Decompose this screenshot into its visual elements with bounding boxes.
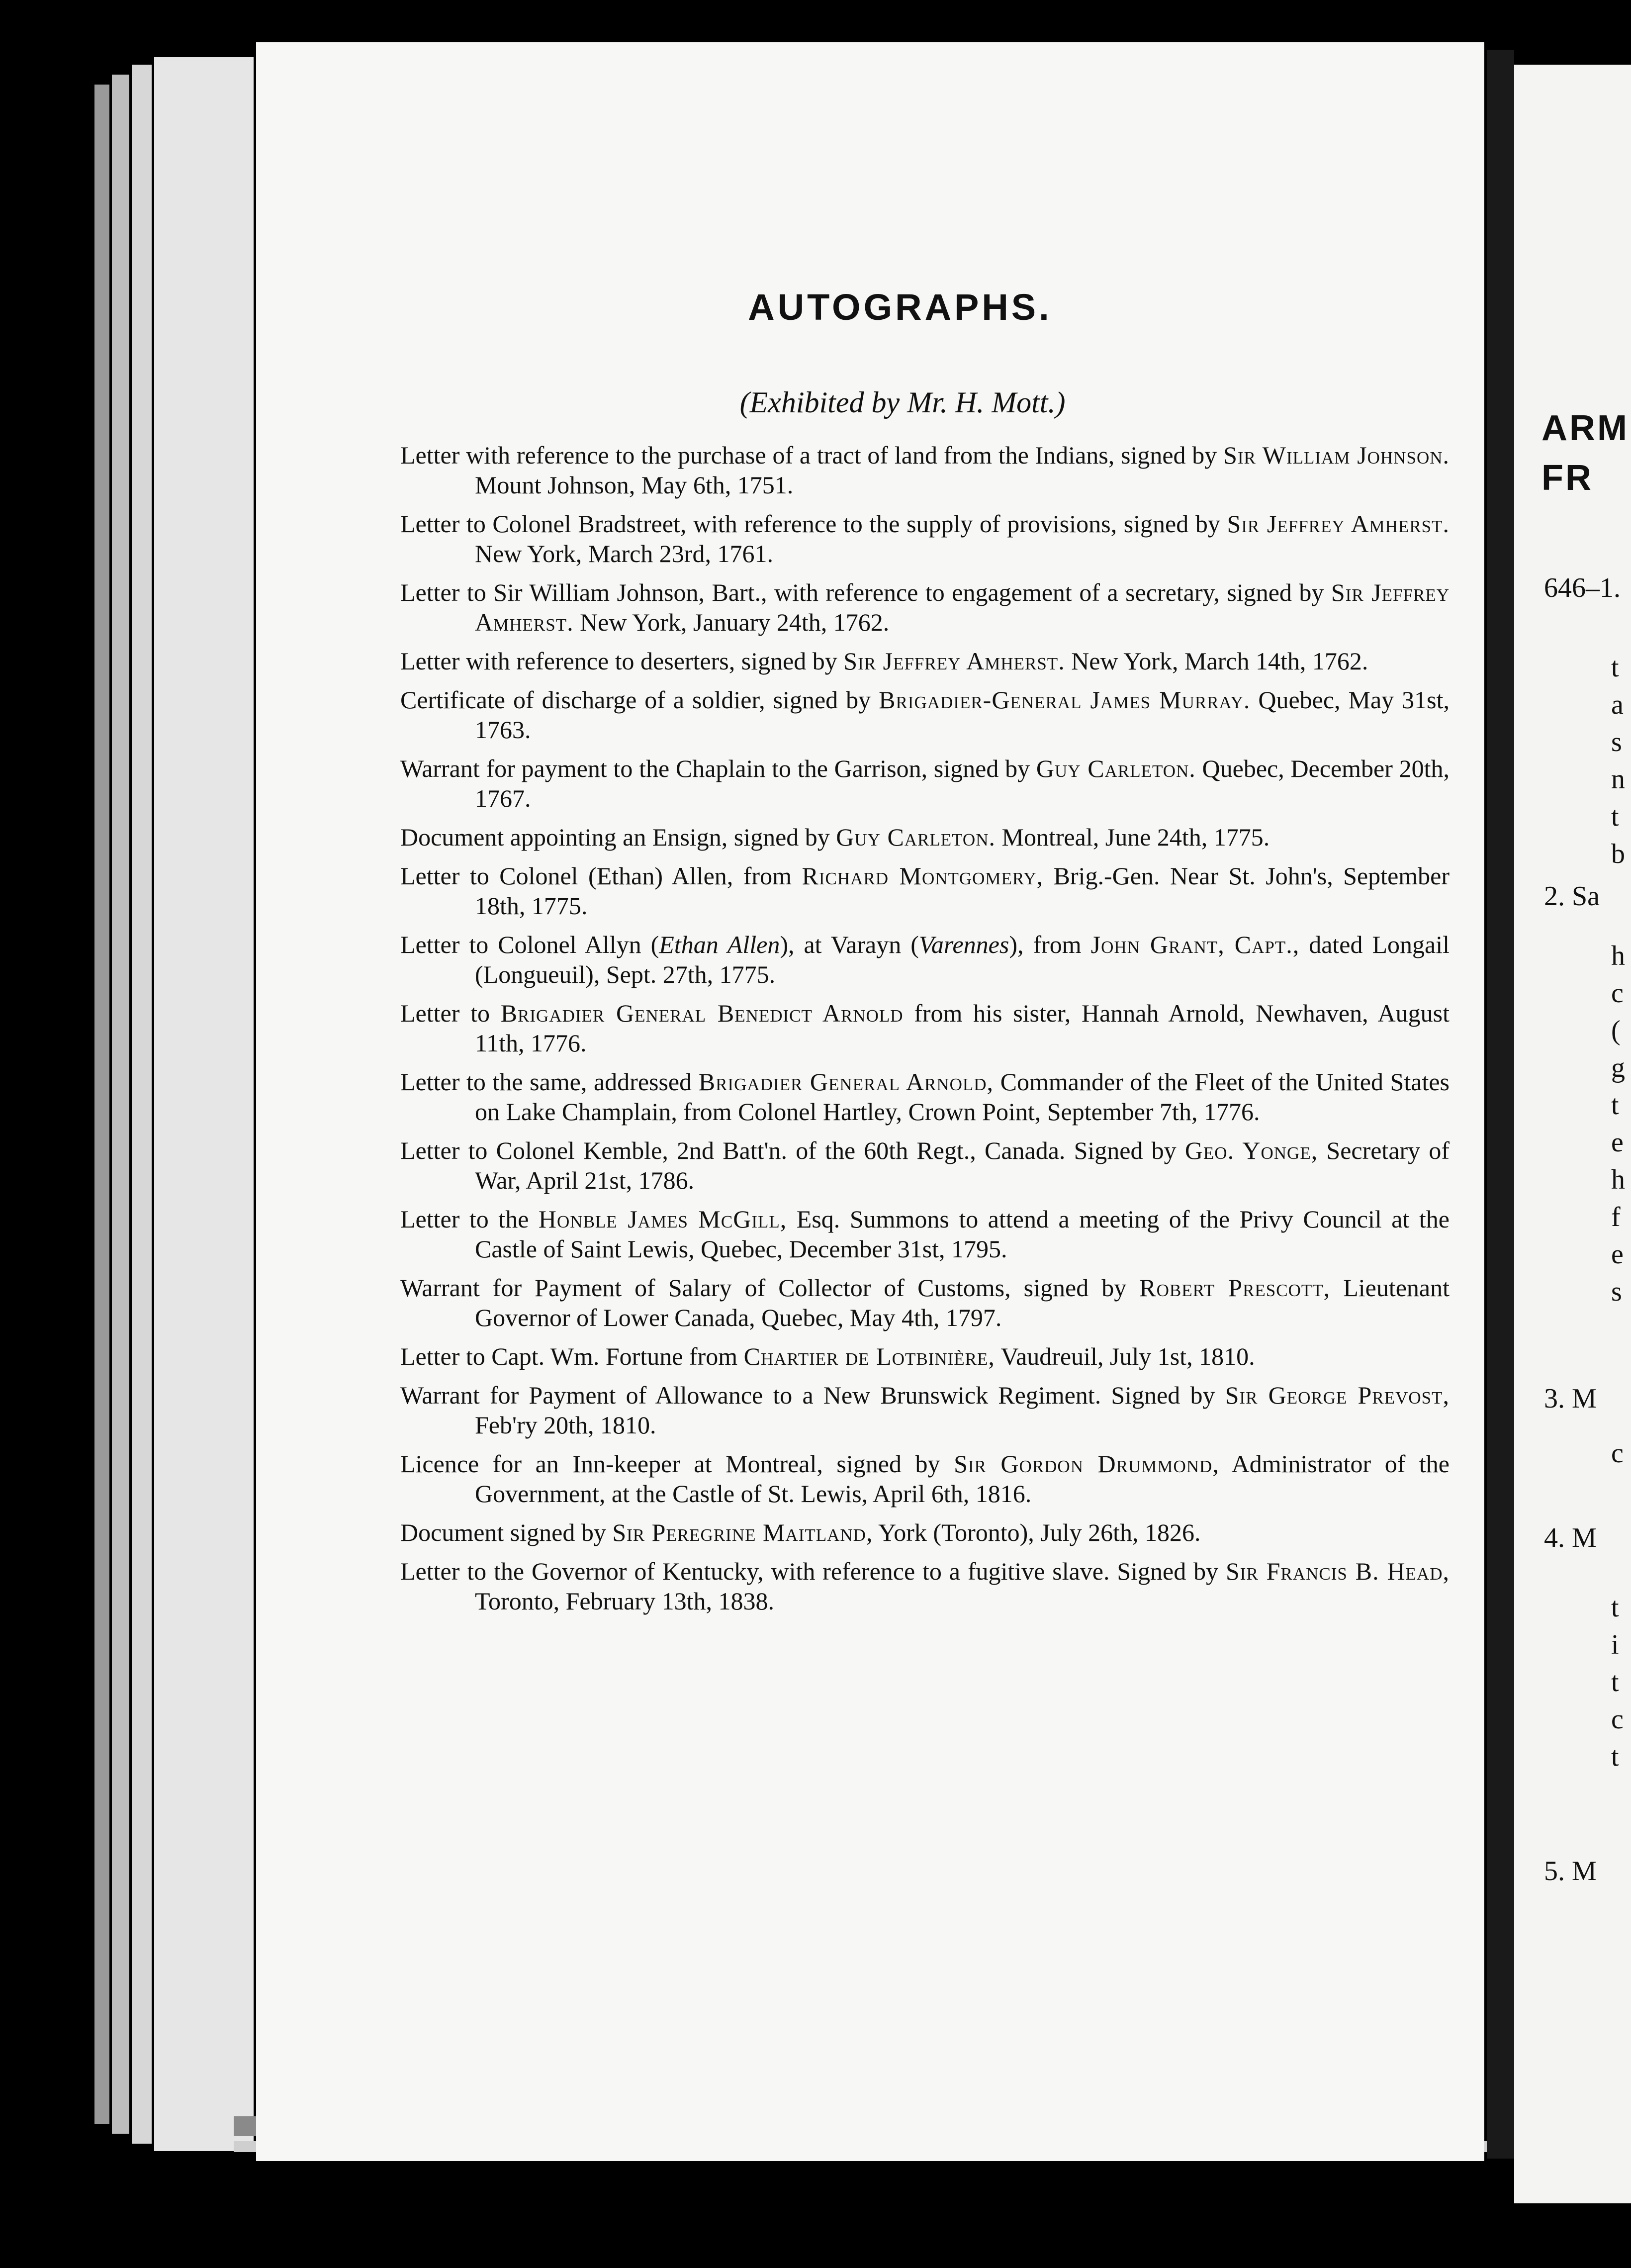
autograph-entry: Letter to Colonel (Ethan) Allen, from Richard Montgomery, Brig.-Gen. Near St. John's, September 18th, 1775. bbox=[400, 862, 1450, 920]
signatory-name: Sir Peregrine Maitland, bbox=[612, 1518, 873, 1546]
facing-page-heading: FR bbox=[1541, 458, 1593, 498]
facing-page-item-number: 5. M bbox=[1544, 1856, 1597, 1887]
signatory-name: Richard Montgomery, bbox=[802, 862, 1044, 890]
autograph-entry: Warrant for Payment of Salary of Collector of Customs, signed by Robert Prescott, Lieutenant Governor of Lower Canada, Quebec, May 4th, 1797. bbox=[400, 1274, 1450, 1331]
autograph-entry: Warrant for payment to the Chaplain to the Garrison, signed by Guy Carleton. Quebec, December 20th, 1767. bbox=[400, 755, 1450, 812]
signatory-name: Sir Jeffrey Amherst. bbox=[1227, 510, 1450, 538]
left-page bbox=[256, 42, 1484, 2161]
signatory-name: Guy Carleton. bbox=[836, 823, 996, 851]
facing-page bbox=[1514, 65, 1631, 2203]
autograph-entry: Letter to Colonel Kemble, 2nd Batt'n. of the 60th Regt., Canada. Signed by Geo. Yonge, Secretary of War, April 21st, 1786. bbox=[400, 1136, 1450, 1194]
autograph-entry: Letter to the same, addressed Brigadier General Arnold, Commander of the Fleet of the United States on Lake Champlain, from Colonel Hartley, Crown Point, September 7th, 1776. bbox=[400, 1068, 1450, 1126]
page-stack-edge bbox=[154, 57, 254, 2151]
signatory-name: Sir George Prevost, bbox=[1225, 1381, 1450, 1409]
facing-page-text-fragment: c bbox=[1611, 978, 1624, 1009]
facing-page-text-fragment: t bbox=[1611, 801, 1619, 832]
facing-page-text-fragment: g bbox=[1611, 1052, 1625, 1083]
facing-page-text-fragment: t bbox=[1611, 1667, 1619, 1698]
book-gutter bbox=[1487, 50, 1514, 2159]
autograph-entry: Letter to the Governor of Kentucky, with reference to a fugitive slave. Signed by Sir Francis B. Head, Toronto, February 13th, 1838. bbox=[400, 1557, 1450, 1615]
signatory-name: Honble James McGill, bbox=[538, 1205, 787, 1233]
signatory-name: Sir Gordon Drummond, bbox=[954, 1450, 1219, 1478]
autograph-entry: Document signed by Sir Peregrine Maitland, York (Toronto), July 26th, 1826. bbox=[400, 1518, 1201, 1546]
page-content bbox=[256, 42, 1484, 2161]
autograph-list bbox=[400, 440, 1450, 1625]
facing-page-text-fragment: t bbox=[1611, 1592, 1619, 1623]
facing-page-text-fragment: e bbox=[1611, 1239, 1624, 1270]
signatory-name: Brigadier General Arnold, bbox=[698, 1068, 994, 1096]
facing-page-text-fragment: h bbox=[1611, 1164, 1625, 1195]
facing-page-text-fragment: a bbox=[1611, 689, 1624, 720]
facing-page-item-number: 4. M bbox=[1544, 1522, 1597, 1553]
facing-page-text-fragment: s bbox=[1611, 1276, 1622, 1307]
autograph-entry: Letter to Sir William Johnson, Bart., with reference to engagement of a secretary, signed by Sir Jeffrey Amherst. New York, January 24th, 1762. bbox=[400, 578, 1450, 636]
page-stack-edge bbox=[132, 65, 152, 2144]
facing-page-item-number: 3. M bbox=[1544, 1383, 1597, 1414]
signatory-name: Brigadier-General James Murray. bbox=[879, 686, 1251, 714]
signatory-name: Sir Jeffrey Amherst. bbox=[475, 578, 1450, 636]
autograph-entry: Letter to Colonel Bradstreet, with reference to the supply of provisions, signed by Sir Jeffrey Amherst. New York, March 23rd, 1761. bbox=[400, 510, 1450, 567]
autograph-entry: Letter to Capt. Wm. Fortune from Chartier de Lotbinière, Vaudreuil, July 1st, 1810. bbox=[400, 1342, 1255, 1370]
autograph-entry: Letter to Colonel Allyn (Ethan Allen), at Varayn (Varennes), from John Grant, Capt., dated Longail (Longueuil), Sept. 27th, 1775. bbox=[400, 931, 1450, 988]
signatory-name: Robert Prescott, bbox=[1139, 1274, 1331, 1302]
facing-page-text-fragment: s bbox=[1611, 727, 1622, 757]
facing-page-text-fragment: t bbox=[1611, 1090, 1619, 1121]
autograph-entry: Warrant for Payment of Allowance to a New Brunswick Regiment. Signed by Sir George Prevost, Feb'ry 20th, 1810. bbox=[400, 1381, 1450, 1439]
facing-page-text-fragment: c bbox=[1611, 1438, 1624, 1469]
signatory-name: Sir Jeffrey Amherst. bbox=[843, 647, 1065, 675]
signatory-name: Geo. Yonge, bbox=[1184, 1136, 1318, 1164]
signatory-name: Brigadier General Benedict Arnold bbox=[500, 999, 904, 1027]
signatory-name: John Grant, Capt., bbox=[1090, 931, 1300, 958]
autograph-entry: Letter to the Honble James McGill, Esq. Summons to attend a meeting of the Privy Council at the Castle of Saint Lewis, Quebec, December 31st, 1795. bbox=[400, 1205, 1450, 1263]
signatory-name: Sir Francis B. Head, bbox=[1226, 1557, 1450, 1585]
page-stack-edge bbox=[112, 75, 129, 2134]
facing-page-text-fragment: t bbox=[1611, 1741, 1619, 1772]
facing-page-text-fragment: h bbox=[1611, 941, 1625, 971]
facing-page-item-number: 2. Sa bbox=[1544, 881, 1600, 912]
signatory-name: Sir William Johnson. bbox=[1223, 441, 1450, 469]
autograph-entry: Certificate of discharge of a soldier, signed by Brigadier-General James Murray. Quebec, May 31st, 1763. bbox=[400, 686, 1450, 744]
facing-page-text-fragment: n bbox=[1611, 764, 1625, 795]
facing-page-heading: ARM bbox=[1541, 408, 1629, 448]
facing-page-text-fragment: i bbox=[1611, 1629, 1619, 1660]
autograph-entry: Letter with reference to the purchase of a tract of land from the Indians, signed by Sir William Johnson. Mount Johnson, May 6th, 1751. bbox=[400, 441, 1450, 499]
italic-gloss: Varennes bbox=[918, 931, 1009, 958]
signatory-name: Chartier de Lotbinière, bbox=[743, 1342, 995, 1370]
autograph-entry: Letter with reference to deserters, signed by Sir Jeffrey Amherst. New York, March 14th, 1762. bbox=[400, 647, 1368, 675]
autograph-entry: Letter to Brigadier General Benedict Arnold from his sister, Hannah Arnold, Newhaven, August 11th, 1776. bbox=[400, 999, 1450, 1057]
italic-gloss: Ethan Allen bbox=[659, 931, 780, 958]
page-title: AUTOGRAPHS. bbox=[748, 286, 1052, 328]
autograph-entry: Licence for an Inn-keeper at Montreal, signed by Sir Gordon Drummond, Administrator of the Government, at the Castle of St. Lewis, April 6th, 1816. bbox=[400, 1450, 1450, 1508]
facing-page-text-fragment: f bbox=[1611, 1202, 1621, 1232]
facing-page-text-fragment: ( bbox=[1611, 1015, 1621, 1046]
page-subtitle: (Exhibited by Mr. H. Mott.) bbox=[739, 386, 1066, 419]
facing-page-text-fragment: b bbox=[1611, 839, 1625, 869]
facing-page-text-fragment: c bbox=[1611, 1704, 1624, 1735]
facing-page-item-number: 646–1. bbox=[1544, 572, 1621, 603]
signatory-name: Guy Carleton. bbox=[1036, 755, 1196, 782]
facing-page-text-fragment: e bbox=[1611, 1127, 1624, 1158]
autograph-entry: Document appointing an Ensign, signed by Guy Carleton. Montreal, June 24th, 1775. bbox=[400, 823, 1270, 851]
page-stack-edge bbox=[94, 85, 109, 2124]
facing-page-text-fragment: t bbox=[1611, 652, 1619, 683]
